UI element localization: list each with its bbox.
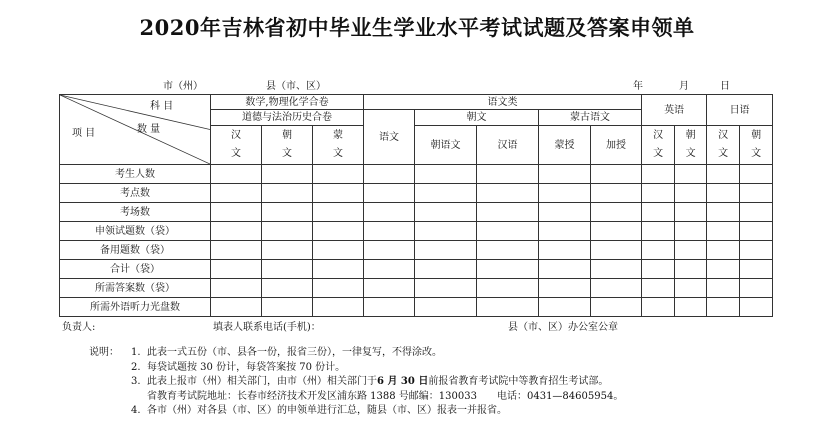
input-cell[interactable]	[642, 241, 675, 260]
input-cell[interactable]	[539, 222, 591, 241]
input-cell[interactable]	[591, 260, 642, 279]
input-cell[interactable]	[477, 203, 539, 222]
input-cell[interactable]	[364, 184, 415, 203]
input-cell[interactable]	[313, 222, 364, 241]
moral-history-header: 道德与法治历史合卷	[211, 110, 364, 126]
input-cell[interactable]	[642, 298, 675, 317]
input-cell[interactable]	[477, 260, 539, 279]
header-corner-cell	[60, 95, 211, 165]
input-cell[interactable]	[313, 279, 364, 298]
input-cell[interactable]	[415, 279, 477, 298]
input-cell[interactable]	[740, 203, 773, 222]
table-row	[60, 203, 773, 222]
math-han-col: 汉 文	[211, 126, 262, 165]
input-cell[interactable]	[539, 279, 591, 298]
table-row	[60, 165, 773, 184]
input-cell[interactable]	[707, 241, 740, 260]
input-cell[interactable]	[675, 260, 707, 279]
input-cell[interactable]	[707, 184, 740, 203]
contact-phone-label: 填表人联系电话(手机)：	[213, 322, 321, 333]
input-cell[interactable]	[262, 260, 313, 279]
input-cell[interactable]	[415, 298, 477, 317]
corner-quantity-label: 数 量	[137, 124, 161, 135]
mengshou-col: 蒙授	[539, 126, 591, 165]
table-row	[60, 184, 773, 203]
input-cell[interactable]	[313, 184, 364, 203]
input-cell[interactable]	[211, 279, 262, 298]
input-cell[interactable]	[740, 222, 773, 241]
input-cell[interactable]	[477, 279, 539, 298]
input-cell[interactable]	[262, 203, 313, 222]
table-row	[60, 222, 773, 241]
input-cell[interactable]	[313, 203, 364, 222]
math-chao-col: 朝 文	[262, 126, 313, 165]
input-cell[interactable]	[477, 222, 539, 241]
input-cell[interactable]	[591, 298, 642, 317]
table-row	[60, 298, 773, 317]
input-cell[interactable]	[707, 165, 740, 184]
input-cell[interactable]	[477, 298, 539, 317]
row-label: 申领试题数（袋）	[60, 222, 211, 241]
year-label: 年	[633, 81, 643, 92]
input-cell[interactable]	[262, 241, 313, 260]
input-cell[interactable]	[642, 184, 675, 203]
deadline-date: 6 月 30 日	[377, 376, 429, 388]
input-cell[interactable]	[591, 165, 642, 184]
input-cell[interactable]	[740, 165, 773, 184]
input-cell[interactable]	[211, 298, 262, 317]
input-cell[interactable]	[539, 203, 591, 222]
note-number: 2.	[131, 361, 141, 373]
input-cell[interactable]	[211, 260, 262, 279]
input-cell[interactable]	[364, 165, 415, 184]
input-cell[interactable]	[477, 241, 539, 260]
input-cell[interactable]	[642, 165, 675, 184]
institute-address: 省教育考试院地址：长春市经济技术开发区浦东路 1388 号邮编：130033 电话：0431—84605954。	[147, 390, 624, 402]
input-cell[interactable]	[591, 279, 642, 298]
input-cell[interactable]	[675, 279, 707, 298]
input-cell[interactable]	[539, 165, 591, 184]
input-cell[interactable]	[211, 165, 262, 184]
input-cell[interactable]	[211, 203, 262, 222]
input-cell[interactable]	[211, 222, 262, 241]
jiashou-col: 加授	[591, 126, 642, 165]
math-group-header: 数学,物理化学合卷	[211, 95, 364, 110]
japanese-chao-col: 朝 文	[740, 126, 773, 165]
manager-label: 负责人:	[62, 322, 96, 333]
input-cell[interactable]	[539, 241, 591, 260]
notes-label: 说明：	[89, 347, 119, 358]
table-row	[60, 260, 773, 279]
page-title: 2020年吉林省初中毕业生学业水平考试试题及答案申领单	[139, 15, 695, 40]
input-cell[interactable]	[707, 222, 740, 241]
hanyu-col: 汉语	[477, 126, 539, 165]
input-cell[interactable]	[642, 222, 675, 241]
row-label: 合计（袋）	[60, 260, 211, 279]
note-text-post: 前报省教育考试院中等教育招生考试部。	[428, 376, 609, 388]
input-cell[interactable]	[707, 260, 740, 279]
input-cell[interactable]	[262, 222, 313, 241]
input-cell[interactable]	[740, 298, 773, 317]
month-label: 月	[679, 81, 689, 92]
table-body	[60, 165, 773, 317]
input-cell[interactable]	[591, 203, 642, 222]
input-cell[interactable]	[675, 165, 707, 184]
input-cell[interactable]	[642, 260, 675, 279]
input-cell[interactable]	[707, 203, 740, 222]
input-cell[interactable]	[313, 165, 364, 184]
mongolian-header: 蒙古语文	[539, 110, 642, 126]
input-cell[interactable]	[642, 203, 675, 222]
input-cell[interactable]	[675, 184, 707, 203]
input-cell[interactable]	[642, 279, 675, 298]
note-text: 每袋试题按 30 份计，每袋答案按 70 份计。	[147, 361, 346, 373]
input-cell[interactable]	[364, 222, 415, 241]
input-cell[interactable]	[591, 184, 642, 203]
input-cell[interactable]	[211, 241, 262, 260]
input-cell[interactable]	[211, 184, 262, 203]
input-cell[interactable]	[262, 184, 313, 203]
input-cell[interactable]	[591, 222, 642, 241]
row-label: 所需外语听力光盘数	[60, 298, 211, 317]
row-label: 所需答案数（袋）	[60, 279, 211, 298]
english-han-col: 汉 文	[642, 126, 675, 165]
corner-item-label: 项 目	[72, 128, 96, 139]
row-label: 备用题数（袋）	[60, 241, 211, 260]
input-cell[interactable]	[262, 165, 313, 184]
office-seal-label: 县（市、区）办公室公章	[508, 322, 618, 333]
input-cell[interactable]	[740, 241, 773, 260]
note-number: 3.	[131, 376, 141, 388]
input-cell[interactable]	[313, 260, 364, 279]
input-cell[interactable]	[415, 241, 477, 260]
input-cell[interactable]	[539, 298, 591, 317]
input-cell[interactable]	[539, 184, 591, 203]
county-field-label: 县（市、区）	[266, 81, 326, 92]
application-table	[59, 94, 773, 317]
note-text: 此表一式五份（市、县各一份，报省三份），一律复写，不得涂改。	[147, 347, 442, 358]
input-cell[interactable]	[364, 203, 415, 222]
chaowen-header: 朝文	[415, 110, 539, 126]
input-cell[interactable]	[477, 165, 539, 184]
input-cell[interactable]	[262, 279, 313, 298]
input-cell[interactable]	[740, 184, 773, 203]
chinese-category-header: 语文类	[364, 95, 642, 110]
input-cell[interactable]	[364, 298, 415, 317]
input-cell[interactable]	[675, 203, 707, 222]
row-label: 考场数	[60, 203, 211, 222]
japanese-header: 日语	[707, 95, 773, 126]
input-cell[interactable]	[740, 260, 773, 279]
input-cell[interactable]	[364, 279, 415, 298]
note-text: 各市（州）对各县（市、区）的申领单进行汇总，随县（市、区）报表一并报省。	[147, 405, 507, 417]
input-cell[interactable]	[740, 279, 773, 298]
input-cell[interactable]	[364, 260, 415, 279]
row-label: 考生人数	[60, 165, 211, 184]
input-cell[interactable]	[415, 260, 477, 279]
input-cell[interactable]	[313, 298, 364, 317]
japanese-han-col: 汉 文	[707, 126, 740, 165]
table-row	[60, 279, 773, 298]
yuwen-header: 语文	[364, 110, 415, 165]
table-row	[60, 241, 773, 260]
input-cell[interactable]	[477, 184, 539, 203]
input-cell[interactable]	[262, 298, 313, 317]
input-cell[interactable]	[415, 184, 477, 203]
input-cell[interactable]	[539, 260, 591, 279]
english-header: 英语	[642, 95, 707, 126]
input-cell[interactable]	[675, 222, 707, 241]
day-label: 日	[720, 81, 730, 92]
input-cell[interactable]	[707, 298, 740, 317]
city-field-label: 市（州）	[163, 81, 203, 92]
row-label: 考点数	[60, 184, 211, 203]
english-chao-col: 朝 文	[675, 126, 707, 165]
corner-subject-label: 科 目	[150, 101, 174, 112]
notes-section	[89, 346, 623, 419]
input-cell[interactable]	[415, 222, 477, 241]
input-cell[interactable]	[415, 203, 477, 222]
input-cell[interactable]	[313, 241, 364, 260]
input-cell[interactable]	[364, 241, 415, 260]
input-cell[interactable]	[707, 279, 740, 298]
note-number: 4.	[131, 405, 141, 417]
input-cell[interactable]	[675, 241, 707, 260]
input-cell[interactable]	[675, 298, 707, 317]
input-cell[interactable]	[591, 241, 642, 260]
chaoyuwen-col: 朝语文	[415, 126, 477, 165]
note-text-pre: 此表上报市（州）相关部门，由市（州）相关部门于	[147, 376, 377, 388]
math-meng-col: 蒙 文	[313, 126, 364, 165]
note-number: 1.	[131, 347, 141, 358]
input-cell[interactable]	[415, 165, 477, 184]
